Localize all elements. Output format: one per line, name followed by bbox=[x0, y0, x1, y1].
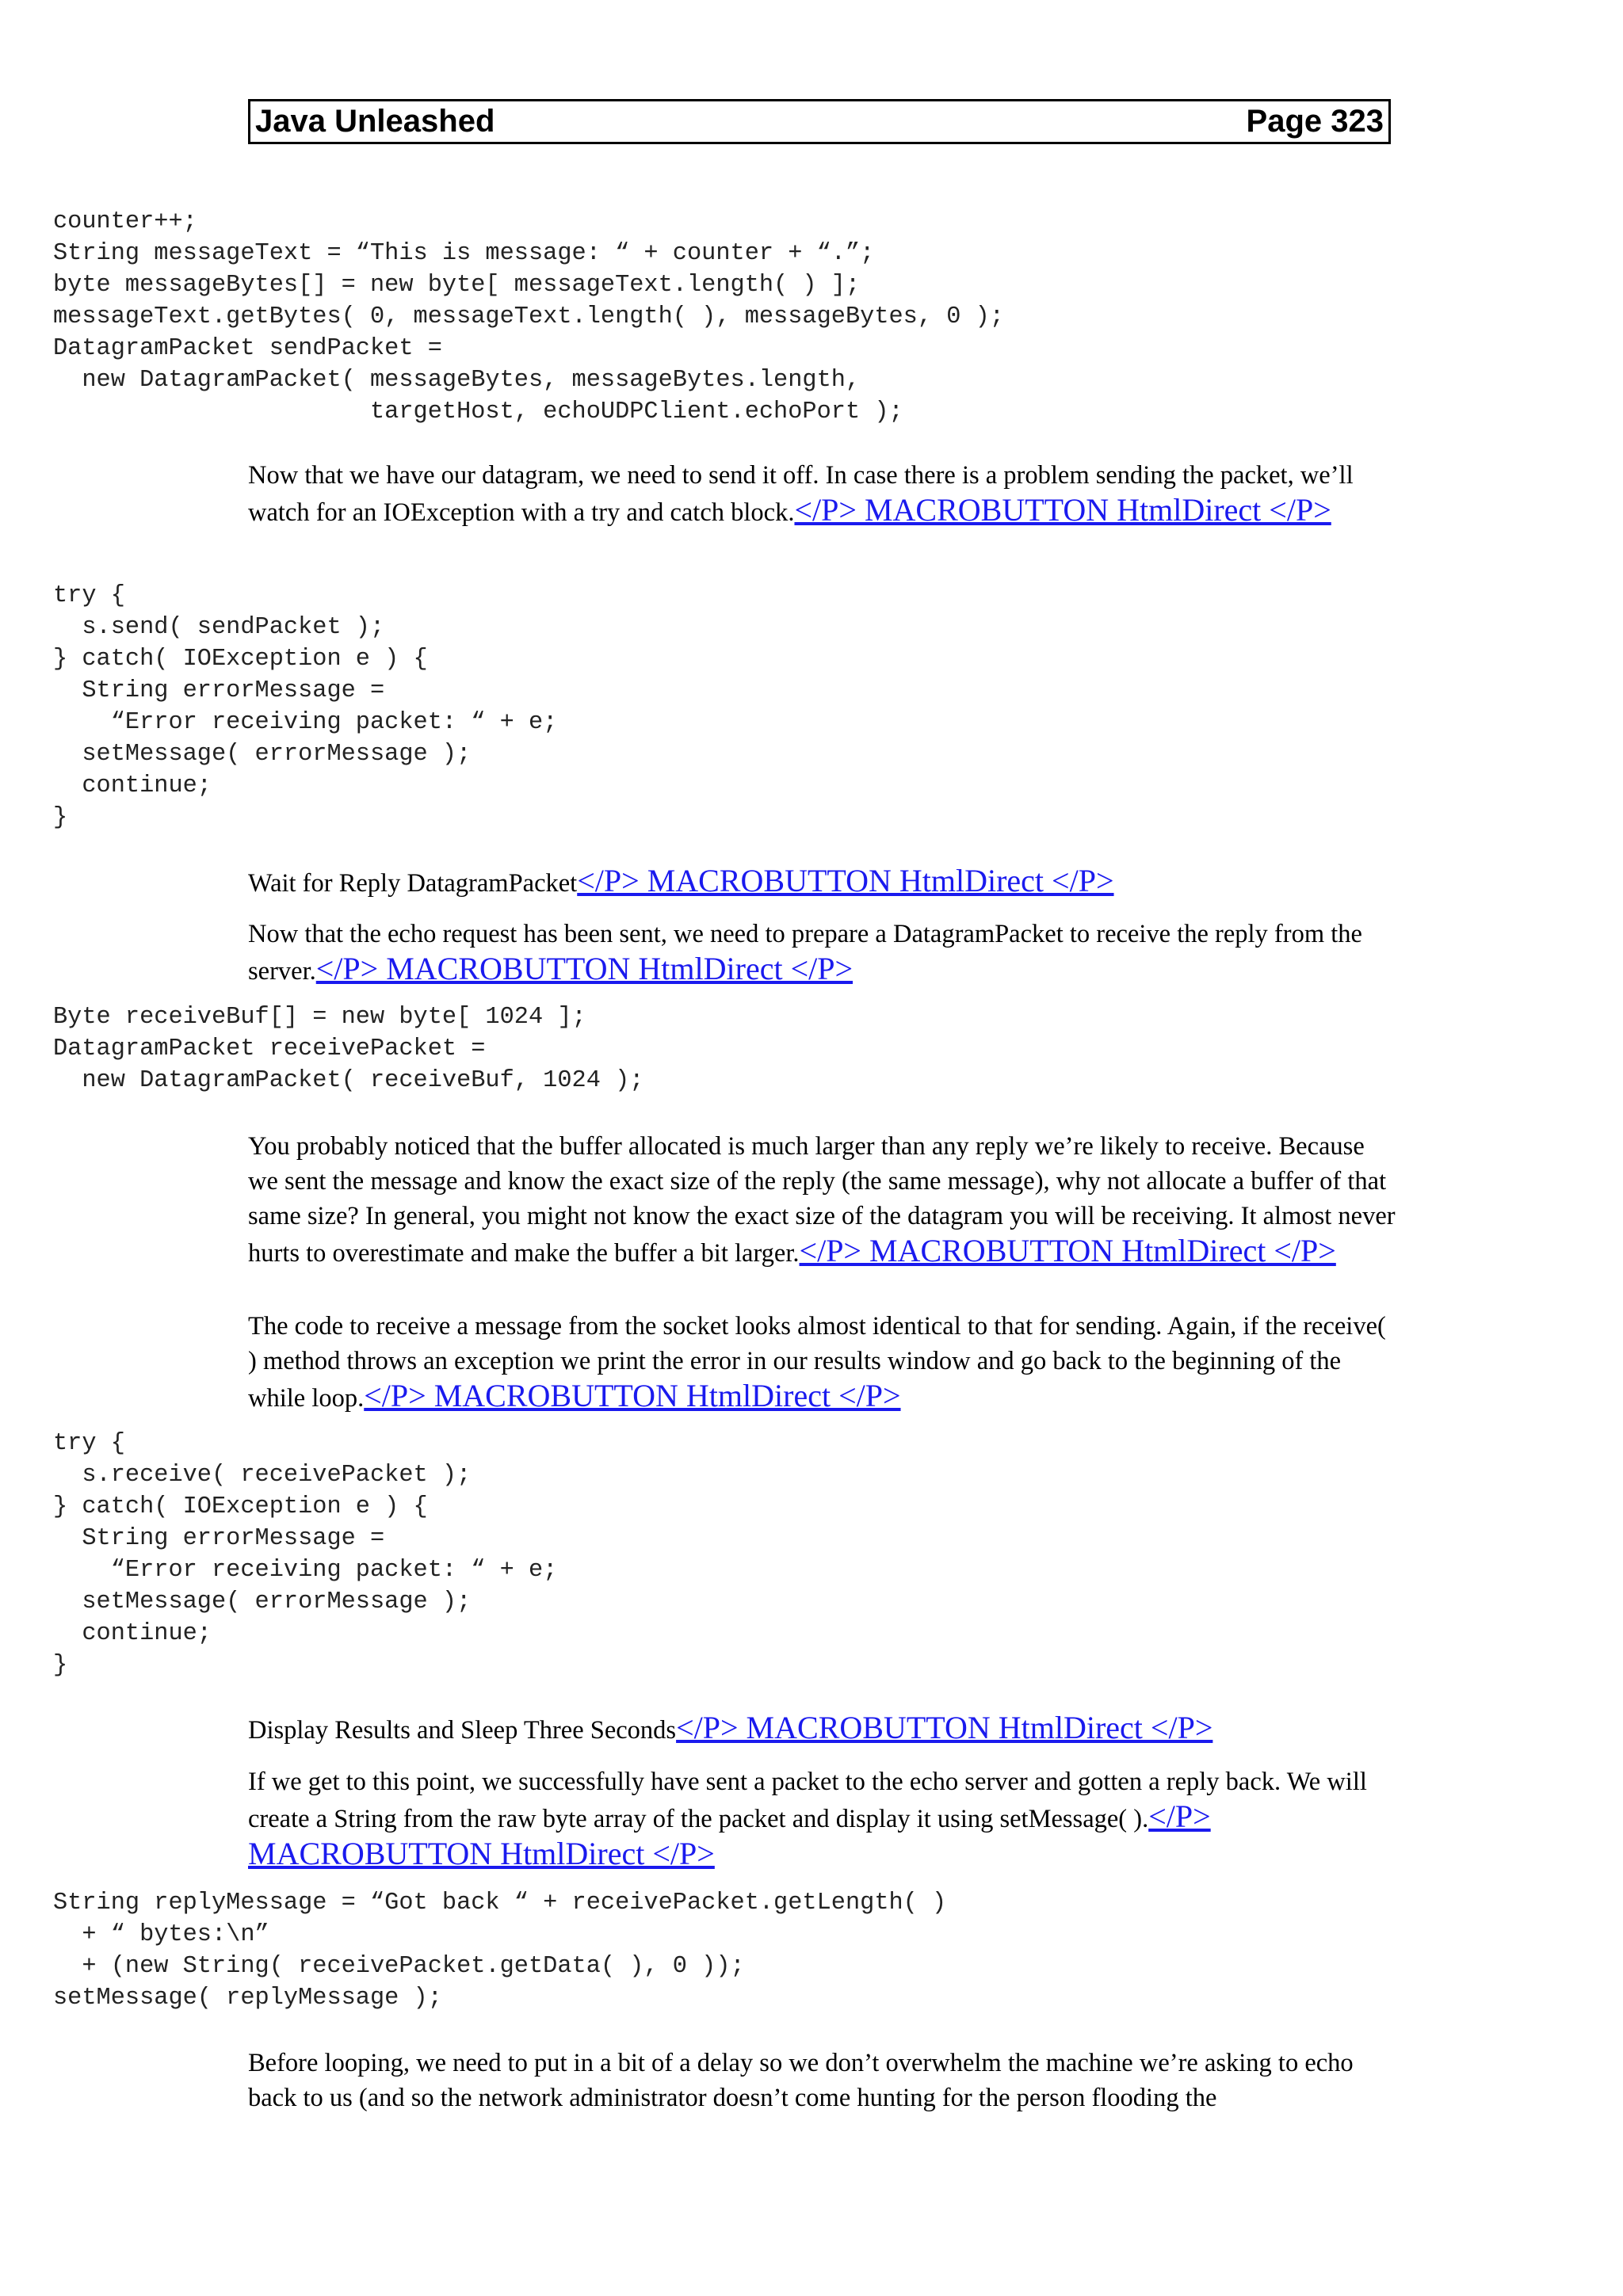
heading-wait-for-reply bbox=[248, 864, 1399, 901]
page-number: Page 323 bbox=[1246, 104, 1384, 139]
heading-display-results bbox=[248, 1711, 1399, 1748]
macrobutton-link[interactable]: </P> MACROBUTTON HtmlDirect </P> bbox=[676, 1710, 1213, 1745]
paragraph-text: Before looping, we need to put in a bit of a delay so we don’t overwhelm the machine we’re asking to echo back to us (and so the network administrator doesn’t come hunting for the person flooding the bbox=[248, 2049, 1354, 2112]
macrobutton-link[interactable]: </P> MACROBUTTON HtmlDirect </P> bbox=[799, 1233, 1336, 1268]
paragraph-buffer-size bbox=[248, 1129, 1399, 1271]
code-block-receive-buffer: Byte receiveBuf[] = new byte[ 1024 ]; DatagramPacket receivePacket = new DatagramPacket( receiveBuf, 1024 ); bbox=[53, 1004, 644, 1094]
paragraph-text: The code to receive a message from the socket looks almost identical to that for sending. Again, if the receive( ) method throws an exception we print the error in our results window and go back to the beginning of the while loop. bbox=[248, 1312, 1386, 1413]
code-block-try-send: try { s.send( sendPacket ); } catch( IOException e ) { String errorMessage = “Error receiving packet: “ + e; setMessage( errorMessage ); continue; } bbox=[53, 582, 558, 831]
page-header bbox=[248, 99, 1391, 144]
paragraph-prepare-receive bbox=[248, 917, 1399, 989]
macrobutton-link[interactable]: </P> MACROBUTTON HtmlDirect </P> bbox=[794, 492, 1331, 528]
macrobutton-link[interactable]: </P> MACROBUTTON HtmlDirect </P> bbox=[364, 1378, 901, 1413]
paragraph-text: Now that the echo request has been sent, we need to prepare a DatagramPacket to receive the reply from the server. bbox=[248, 920, 1362, 986]
paragraph-reply-back bbox=[248, 1764, 1399, 1874]
macrobutton-link[interactable]: </P> MACROBUTTON HtmlDirect </P> bbox=[577, 863, 1114, 898]
paragraph-before-looping bbox=[248, 2046, 1399, 2115]
code-block-reply-message: String replyMessage = “Got back “ + receivePacket.getLength( ) + “ bytes:\n” + (new String( receivePacket.getData( ), 0 )); setMessage( replyMessage ); bbox=[53, 1890, 947, 2012]
paragraph-receive-code bbox=[248, 1309, 1399, 1416]
paragraph-text: You probably noticed that the buffer allocated is much larger than any reply we’re likely to receive. Because we sent the message and know the exact size of the reply (the same message), why not allocate a buffer of that same size? In general, you might not know the exact size of the datagram you will be receiving. It almost never hurts to overestimate and make the buffer a bit larger. bbox=[248, 1132, 1396, 1268]
paragraph-send-datagram bbox=[248, 458, 1399, 530]
macrobutton-link[interactable]: </P> MACROBUTTON HtmlDirect </P> bbox=[315, 951, 854, 986]
heading-text: Wait for Reply DatagramPacket bbox=[248, 869, 578, 898]
code-block-send-packet: counter++; String messageText = “This is message: “ + counter + “.”; byte messageBytes[] = new byte[ messageText.length( ) ]; messageText.getBytes( 0, messageText.length( ), messageBytes, 0 ); DatagramPacket sendPacket = new DatagramPacket( messageBytes, messageBytes.length, targetHost, echoUDPClient.echoPort ); bbox=[53, 208, 1004, 425]
paragraph-text: If we get to this point, we successfully have sent a packet to the echo server and gotten a reply back. We will create a String from the raw byte array of the packet and display it using setMessage( ). bbox=[248, 1768, 1367, 1833]
macrobutton-link[interactable]: </P> MACROBUTTON HtmlDirect </P> bbox=[248, 1798, 1211, 1871]
heading-text: Display Results and Sleep Three Seconds bbox=[248, 1716, 677, 1745]
paragraph-text: Now that we have our datagram, we need to send it off. In case there is a problem sending the packet, we’ll watch for an IOException with a try and catch block. bbox=[248, 461, 1354, 527]
code-block-try-receive: try { s.receive( receivePacket ); } catch( IOException e ) { String errorMessage = “Error receiving packet: “ + e; setMessage( errorMessage ); continue; } bbox=[53, 1430, 558, 1679]
book-title: Java Unleashed bbox=[255, 104, 495, 139]
